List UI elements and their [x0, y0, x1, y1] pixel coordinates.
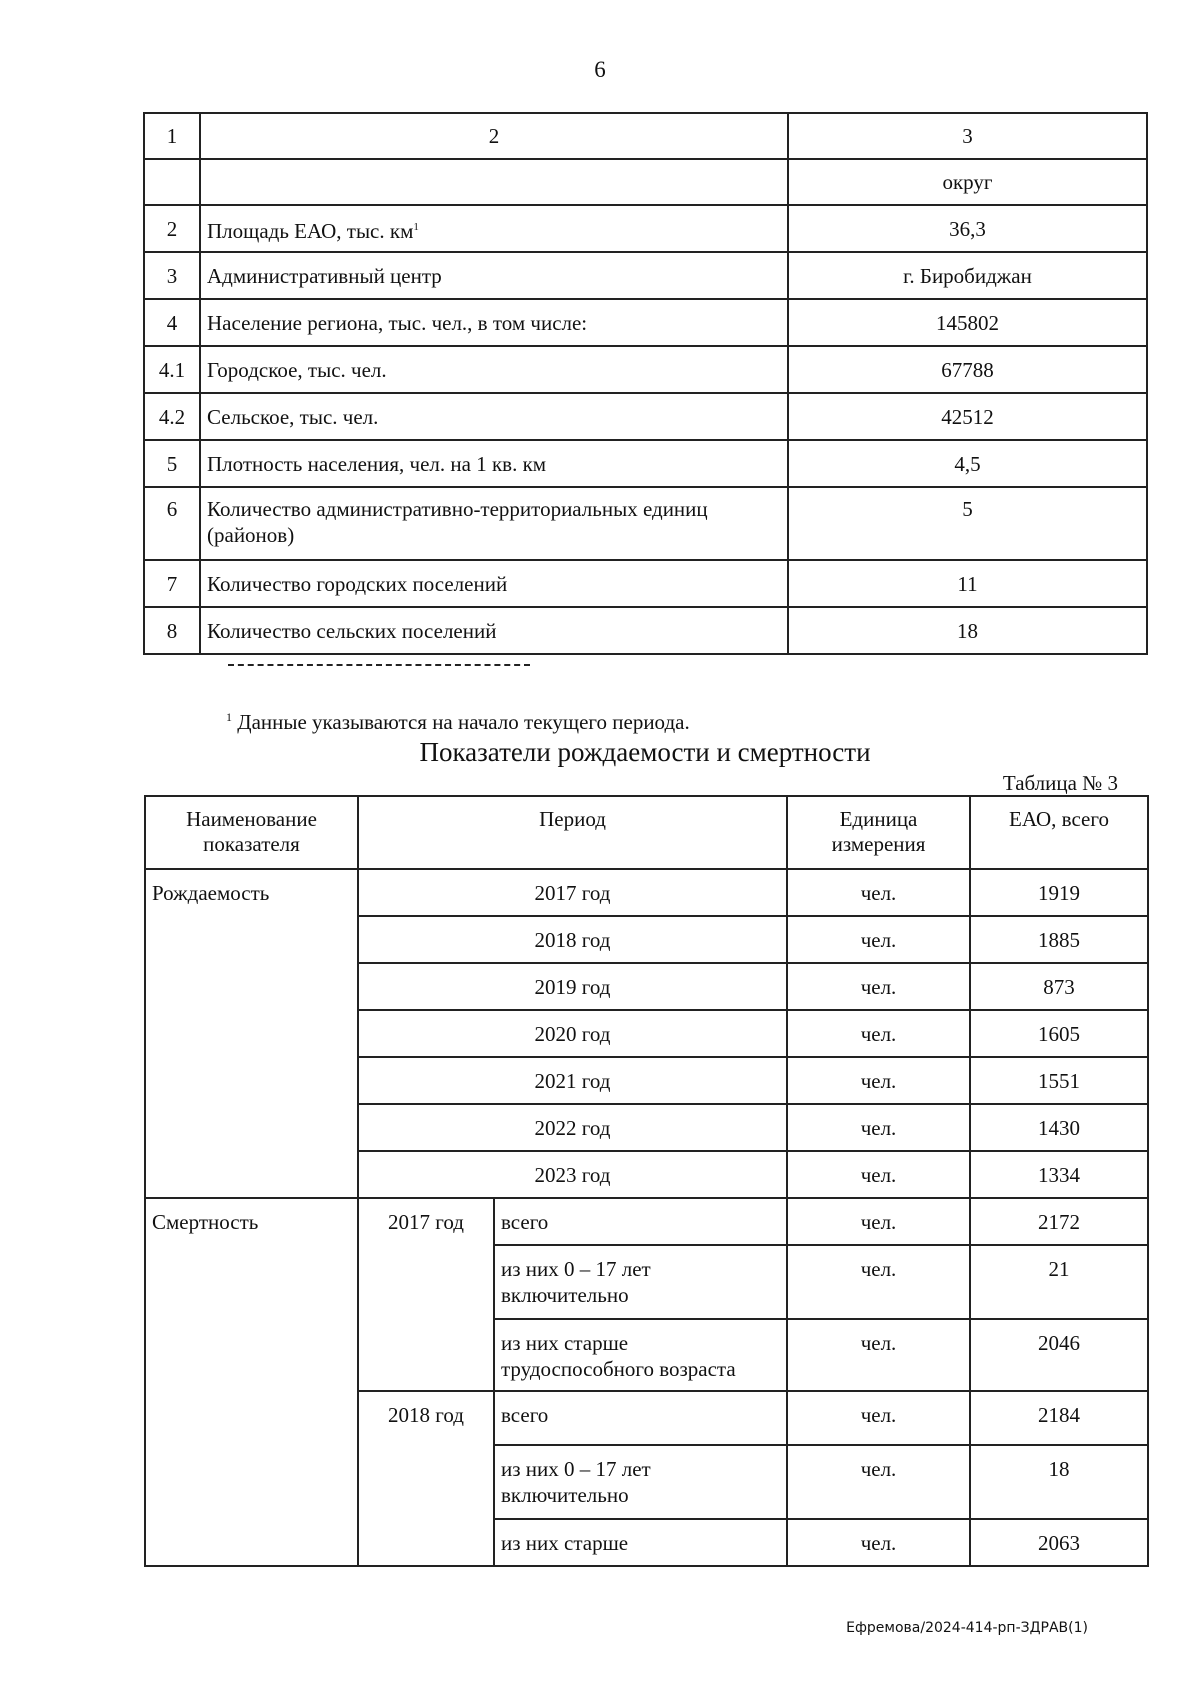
row-number: 3	[144, 252, 200, 299]
indicator-birth: Рождаемость	[145, 869, 358, 1198]
sub-cell: из них 0 – 17 лет включительно	[494, 1445, 787, 1519]
row-number: 2	[144, 205, 200, 252]
sub-cell: всего	[494, 1391, 787, 1445]
table-row	[144, 159, 1147, 205]
row-number: 7	[144, 560, 200, 607]
period-cell: 2021 год	[358, 1057, 787, 1104]
value-cell: 2046	[970, 1319, 1148, 1391]
row-value: 67788	[788, 346, 1147, 393]
footnote-mark: 1	[226, 710, 232, 724]
unit-cell: чел.	[787, 1104, 970, 1151]
unit-cell: чел.	[787, 1391, 970, 1445]
unit-cell: чел.	[787, 1445, 970, 1519]
value-cell: 1605	[970, 1010, 1148, 1057]
table-header-row	[144, 113, 1147, 159]
row-number: 4	[144, 299, 200, 346]
table-label: Таблица № 3	[1002, 771, 1118, 795]
row-name: Сельское, тыс. чел.	[200, 393, 788, 440]
row-name	[200, 205, 788, 252]
sub-cell: всего	[494, 1198, 787, 1245]
row-number: 4.1	[144, 346, 200, 393]
table-row	[144, 393, 1147, 440]
sub-cell: из них 0 – 17 лет включительно	[494, 1245, 787, 1319]
row-value: 4,5	[788, 440, 1147, 487]
year-cell: 2018 год	[358, 1391, 494, 1566]
unit-cell: чел.	[787, 1198, 970, 1245]
row-value: 36,3	[788, 205, 1147, 252]
page-number: 6	[594, 57, 606, 82]
value-cell: 1551	[970, 1057, 1148, 1104]
value-cell: 2184	[970, 1391, 1148, 1445]
value-cell: 21	[970, 1245, 1148, 1319]
region-info-table	[143, 112, 1148, 655]
row-name: Население региона, тыс. чел., в том числе:	[200, 299, 788, 346]
table-header-row	[145, 796, 1148, 869]
value-cell: 2063	[970, 1519, 1148, 1566]
table-row	[144, 560, 1147, 607]
period-cell: 2017 год	[358, 869, 787, 916]
row-name: Административный центр	[200, 252, 788, 299]
footnote	[226, 710, 690, 735]
sub-cell: из них старше	[494, 1519, 787, 1566]
year-cell: 2017 год	[358, 1198, 494, 1391]
table-row	[144, 252, 1147, 299]
table-row	[144, 440, 1147, 487]
unit-cell: чел.	[787, 869, 970, 916]
row-value: 11	[788, 560, 1147, 607]
header-cell: 2	[200, 113, 788, 159]
footnote-ref: 1	[413, 220, 419, 233]
header-period: Период	[358, 796, 787, 869]
continued-value: округ	[788, 159, 1147, 205]
table-row	[144, 299, 1147, 346]
value-cell: 2172	[970, 1198, 1148, 1245]
period-cell: 2023 год	[358, 1151, 787, 1198]
unit-cell: чел.	[787, 1010, 970, 1057]
row-name: Количество городских поселений	[200, 560, 788, 607]
unit-cell: чел.	[787, 1319, 970, 1391]
unit-cell: чел.	[787, 963, 970, 1010]
row-name: Городское, тыс. чел.	[200, 346, 788, 393]
row-name: Количество сельских поселений	[200, 607, 788, 654]
header-total: ЕАО, всего	[970, 796, 1148, 869]
unit-cell: чел.	[787, 1519, 970, 1566]
value-cell: 1334	[970, 1151, 1148, 1198]
value-cell: 1430	[970, 1104, 1148, 1151]
row-number: 5	[144, 440, 200, 487]
header-unit: Единица измерения	[787, 796, 970, 869]
sub-cell: из них старше трудоспособного возраста	[494, 1319, 787, 1391]
section-title: Показатели рождаемости и смертности	[419, 737, 871, 767]
table-row	[145, 1198, 1148, 1245]
table-row	[144, 346, 1147, 393]
table-row	[144, 205, 1147, 252]
header-cell: 1	[144, 113, 200, 159]
row-name: Плотность населения, чел. на 1 кв. км	[200, 440, 788, 487]
row-value: 18	[788, 607, 1147, 654]
table-row	[145, 869, 1148, 916]
value-cell: 18	[970, 1445, 1148, 1519]
cell	[144, 159, 200, 205]
header-cell: 3	[788, 113, 1147, 159]
period-cell: 2019 год	[358, 963, 787, 1010]
value-cell: 1919	[970, 869, 1148, 916]
period-cell: 2018 год	[358, 916, 787, 963]
row-number: 8	[144, 607, 200, 654]
row-number: 6	[144, 487, 200, 560]
row-name-text: Площадь ЕАО, тыс. км	[207, 218, 414, 243]
footnote-separator	[228, 664, 530, 666]
row-number: 4.2	[144, 393, 200, 440]
row-value: 5	[788, 487, 1147, 560]
period-cell: 2022 год	[358, 1104, 787, 1151]
document-reference: Ефремова/2024-414-рп-ЗДРАВ(1)	[846, 1620, 1088, 1636]
table-row	[144, 487, 1147, 560]
unit-cell: чел.	[787, 1245, 970, 1319]
row-value: 42512	[788, 393, 1147, 440]
value-cell: 1885	[970, 916, 1148, 963]
unit-cell: чел.	[787, 1057, 970, 1104]
row-value: 145802	[788, 299, 1147, 346]
unit-cell: чел.	[787, 1151, 970, 1198]
table-row	[144, 607, 1147, 654]
cell	[200, 159, 788, 205]
value-cell: 873	[970, 963, 1148, 1010]
row-value: г. Биробиджан	[788, 252, 1147, 299]
indicator-death: Смертность	[145, 1198, 358, 1566]
row-name: Количество административно-территориальных единиц (районов)	[200, 487, 788, 560]
footnote-text: Данные указываются на начало текущего периода.	[237, 710, 690, 734]
unit-cell: чел.	[787, 916, 970, 963]
period-cell: 2020 год	[358, 1010, 787, 1057]
birth-death-table	[144, 795, 1149, 1567]
header-indicator: Наименование показателя	[145, 796, 358, 869]
